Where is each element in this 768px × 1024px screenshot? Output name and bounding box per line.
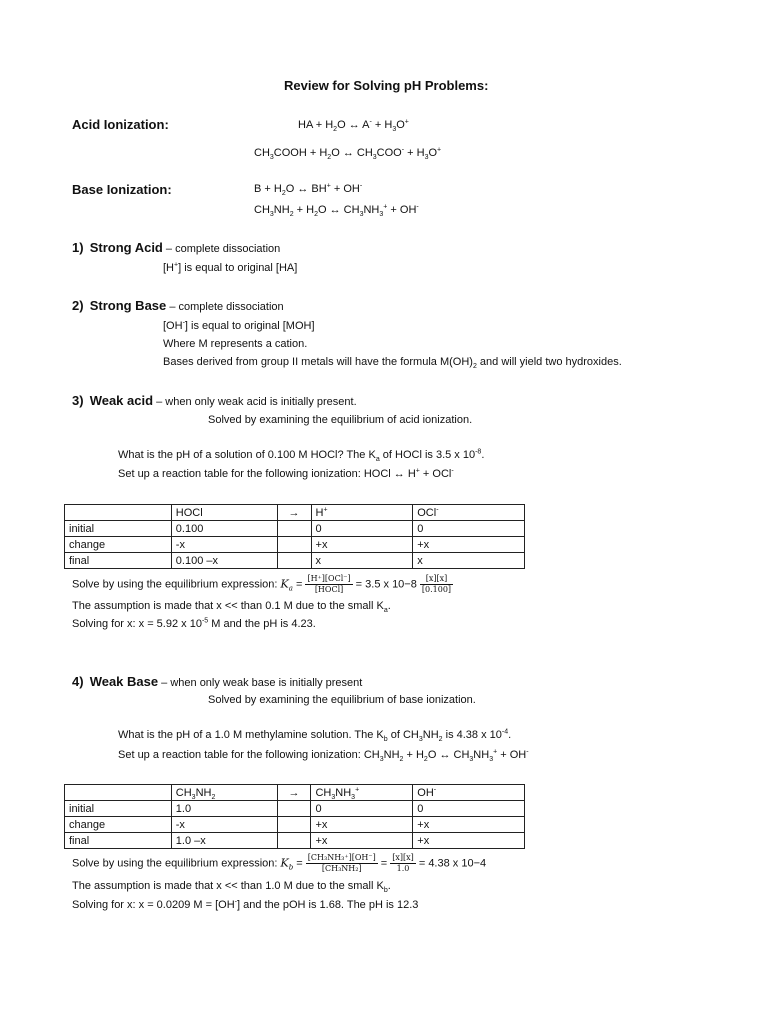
table-cell: -x bbox=[171, 817, 277, 833]
table-cell: change bbox=[65, 817, 172, 833]
table-cell bbox=[65, 785, 172, 801]
equilibrium-arrow-icon: ↔ bbox=[439, 749, 451, 761]
section-weak-base-heading: 4) Weak Base – when only weak base is initially present bbox=[72, 674, 363, 689]
weak-base-line1: Solved by examining the equilibrium of base ionization. bbox=[208, 694, 476, 706]
weak-base-equilibrium-expression: Solve by using the equilibrium expression: $K_b$ = $\frac{\text{[CH₃NH₃⁺][OH⁻]}}{\text{[CH₃NH₂]}}$ = $\frac{[x][x]}{1.0}$ = 4.38 x 10−4 bbox=[72, 853, 487, 873]
equilibrium-arrow-icon: ↔ bbox=[393, 468, 405, 480]
table-cell bbox=[277, 833, 311, 849]
table-cell: x bbox=[413, 553, 525, 569]
table-cell: -x bbox=[171, 537, 277, 553]
table-cell: x bbox=[311, 553, 413, 569]
weak-acid-equilibrium-expression: Solve by using the equilibrium expression: $K_a$ = $\frac{\text{[H⁺][OCl⁻]}}{\text{[HOCl]}}$ = 3.5 x 10−8 $\frac{[x][x]}{[0.100]}$ bbox=[72, 574, 452, 594]
table-cell: 1.0 bbox=[171, 801, 277, 817]
weak-base-assumption: The assumption is made that x << than 1.0 M due to the small $K_b$. bbox=[72, 880, 391, 895]
strong-base-line2: Where M represents a cation. bbox=[163, 338, 308, 350]
table-cell: 0.100 –x bbox=[171, 553, 277, 569]
table-row bbox=[65, 801, 525, 817]
table-cell: 0 bbox=[311, 521, 413, 537]
weak-base-setup: Set up a reaction table for the following ionization: $CH_3NH_2 + H_2O$ ↔ $CH_3NH_3^+ + OH^-$ bbox=[118, 748, 529, 764]
table-cell: +x bbox=[413, 833, 525, 849]
table-cell bbox=[277, 801, 311, 817]
weak-acid-line1: Solved by examining the equilibrium of acid ionization. bbox=[208, 414, 473, 426]
table-row bbox=[65, 521, 525, 537]
acid-ionization-eq2: $CH_3COOH + H_2O$ ↔ $CH_3COO^- + H_3O^+$ bbox=[254, 146, 442, 162]
table-row bbox=[65, 537, 525, 553]
table-header-row bbox=[65, 505, 525, 521]
equilibrium-arrow-icon: ↔ bbox=[297, 183, 309, 195]
table-cell: OCl- bbox=[413, 505, 525, 521]
table-cell: 1.0 –x bbox=[171, 833, 277, 849]
table-cell: initial bbox=[65, 521, 172, 537]
equilibrium-arrow-icon: ↔ bbox=[329, 204, 341, 216]
table-cell bbox=[277, 537, 311, 553]
section-weak-acid-heading: 3) Weak acid – when only weak acid is initially present. bbox=[72, 393, 357, 408]
table-cell: 0 bbox=[311, 801, 413, 817]
strong-base-line1: [OH-] is equal to original [MOH] bbox=[163, 319, 315, 332]
table-cell bbox=[277, 553, 311, 569]
table-cell: HOCl bbox=[171, 505, 277, 521]
table-cell bbox=[277, 817, 311, 833]
table-cell: final bbox=[65, 553, 172, 569]
weak-base-reaction-table bbox=[64, 784, 525, 849]
table-cell: +x bbox=[311, 537, 413, 553]
table-row bbox=[65, 817, 525, 833]
weak-acid-solution: Solving for x: x = 5.92 x $10^{-5}$ M and the pH is 4.23. bbox=[72, 617, 316, 630]
arrow-icon: → bbox=[277, 785, 311, 801]
acid-ionization-label: Acid Ionization: bbox=[72, 117, 169, 132]
table-header-row bbox=[65, 785, 525, 801]
table-cell bbox=[277, 521, 311, 537]
weak-acid-setup: Set up a reaction table for the following ionization: HOCl ↔ H+ + OCl- bbox=[118, 467, 454, 480]
weak-base-solution: Solving for x: x = 0.0209 M = [OH-] and the pOH is 1.68. The pH is 12.3 bbox=[72, 898, 419, 911]
equilibrium-arrow-icon: ↔ bbox=[342, 147, 354, 159]
section-strong-acid-heading: 1) Strong Acid – complete dissociation bbox=[72, 240, 281, 255]
table-cell: change bbox=[65, 537, 172, 553]
base-ionization-eq2: $CH_3NH_2 + H_2O$ ↔ $CH_3NH_3^+ + OH^-$ bbox=[254, 203, 419, 219]
weak-base-question: What is the pH of a 1.0 M methylamine solution. The $K_b$ of $CH_3NH_2$ is 4.38 x $10^{-4}$. bbox=[118, 728, 512, 744]
section-strong-base-heading: 2) Strong Base – complete dissociation bbox=[72, 298, 284, 313]
table-cell: H+ bbox=[311, 505, 413, 521]
table-cell: +x bbox=[413, 817, 525, 833]
table-cell: OH- bbox=[413, 785, 525, 801]
weak-acid-question: What is the pH of a solution of 0.100 M HOCl? The $K_a$ of HOCl is 3.5 x $10^{-8}$. bbox=[118, 448, 485, 464]
table-row bbox=[65, 553, 525, 569]
table-cell: +x bbox=[311, 817, 413, 833]
table-cell: 0.100 bbox=[171, 521, 277, 537]
table-cell: 0 bbox=[413, 801, 525, 817]
table-cell: 0 bbox=[413, 521, 525, 537]
arrow-icon: → bbox=[277, 505, 311, 521]
table-cell: +x bbox=[413, 537, 525, 553]
strong-base-line3: Bases derived from group II metals will have the formula $M(OH)_2$ and will yield two hydroxides. bbox=[163, 356, 622, 371]
table-cell: +x bbox=[311, 833, 413, 849]
table-cell: $CH_3NH_2$ bbox=[171, 785, 277, 801]
table-cell: $CH_3NH_3^+$ bbox=[311, 785, 413, 801]
weak-acid-reaction-table bbox=[64, 504, 525, 569]
table-cell bbox=[65, 505, 172, 521]
table-cell: initial bbox=[65, 801, 172, 817]
acid-ionization-eq1: HA + $H_2O$ ↔ $A^- + H_3O^+$ bbox=[298, 118, 409, 134]
strong-acid-line1: [H+] is equal to original [HA] bbox=[163, 261, 298, 274]
table-cell: final bbox=[65, 833, 172, 849]
base-ionization-eq1: $B + H_2O$ ↔ BH+ + OH- bbox=[254, 182, 363, 198]
table-row bbox=[65, 833, 525, 849]
equilibrium-arrow-icon: ↔ bbox=[348, 119, 360, 131]
page-title: Review for Solving pH Problems: bbox=[284, 78, 489, 93]
weak-acid-assumption: The assumption is made that x << than 0.1 M due to the small $K_a$. bbox=[72, 600, 391, 615]
base-ionization-label: Base Ionization: bbox=[72, 182, 172, 197]
